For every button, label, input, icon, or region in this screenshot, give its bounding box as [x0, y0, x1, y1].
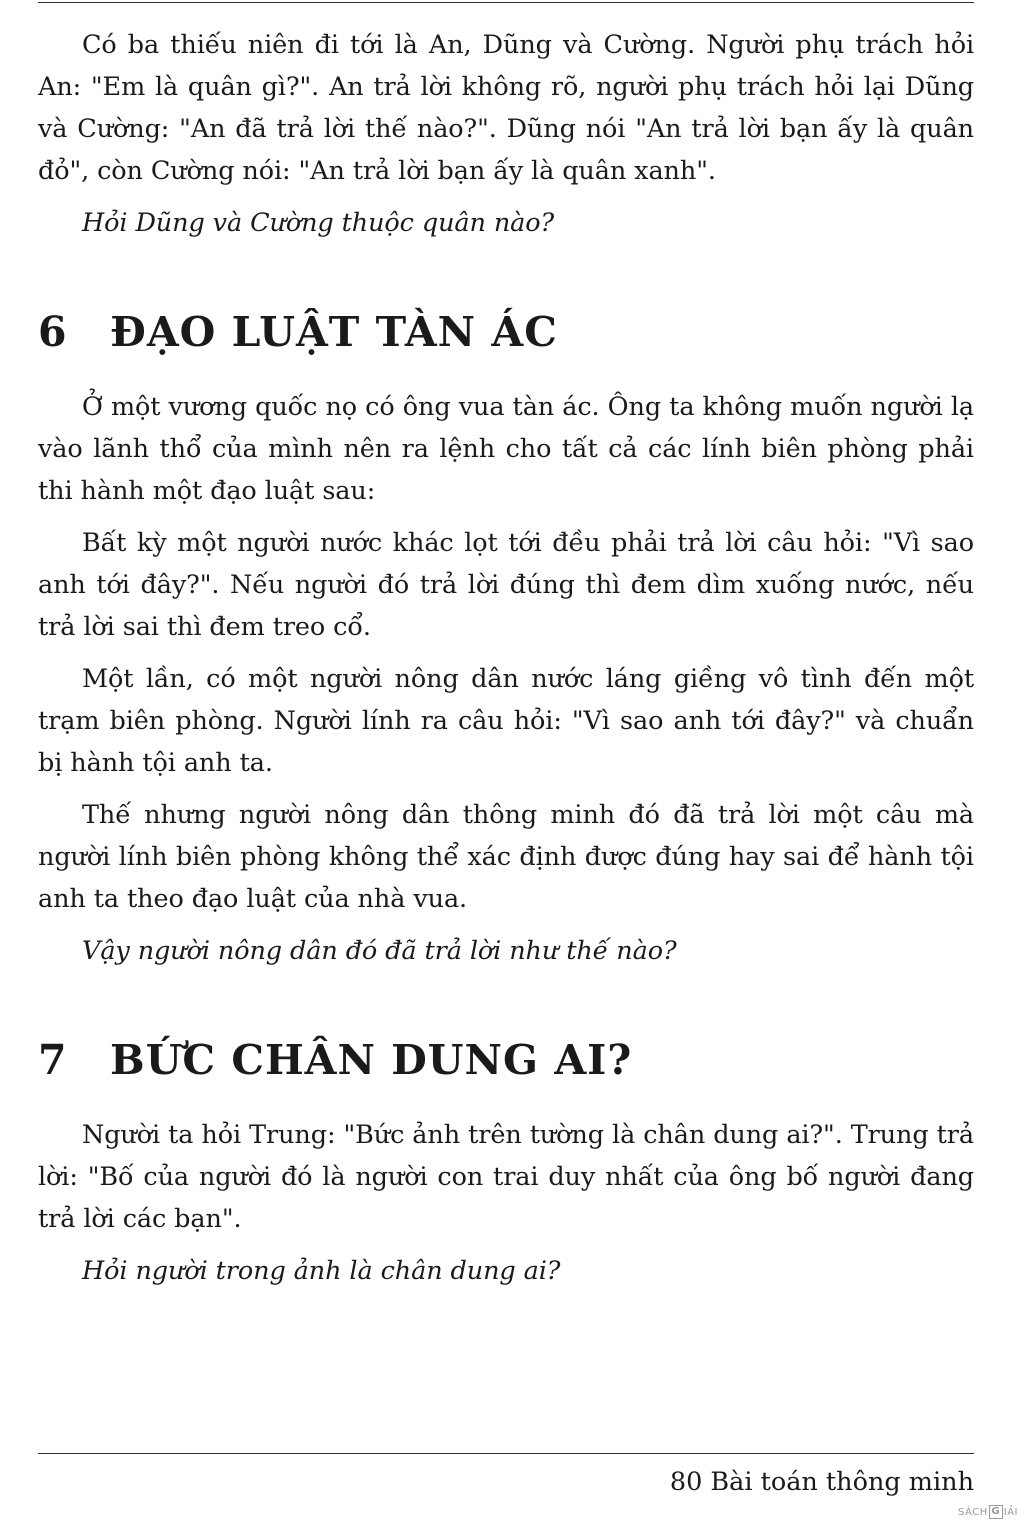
- section-6-paragraph-4: Thế nhưng người nông dân thông minh đó đã trả lời một câu mà người lính biên phòng không thể xác định được đúng hay sai để hành tội anh ta theo đạo luật của nhà vua.: [38, 800, 974, 914]
- watermark-box-icon: G: [989, 1505, 1003, 1519]
- page-content: [38, 24, 974, 1302]
- section-6-paragraph-1: Ở một vương quốc nọ có ông vua tàn ác. Ông ta không muốn người lạ vào lãnh thổ của mình nên ra lệnh cho tất cả các lính biên phòng phải thi hành một đạo luật sau:: [38, 392, 974, 506]
- footer-book-title: 80 Bài toán thông minh: [669, 1467, 974, 1497]
- section-6-heading: [38, 304, 974, 360]
- section-7-number: 7: [38, 1036, 68, 1084]
- section-7-heading: [38, 1032, 974, 1088]
- watermark-prefix: SÁCH: [958, 1506, 988, 1518]
- section-7-question: Hỏi người trong ảnh là chân dung ai?: [82, 1256, 561, 1286]
- watermark-suffix: IẢI: [1003, 1506, 1018, 1518]
- bottom-rule: [38, 1453, 974, 1454]
- section-7-title: BỨC CHÂN DUNG AI?: [110, 1036, 633, 1084]
- section-6-title: ĐẠO LUẬT TÀN ÁC: [110, 308, 558, 356]
- section-6-number: 6: [38, 308, 68, 356]
- intro-question: Hỏi Dũng và Cường thuộc quân nào?: [82, 208, 555, 238]
- section-6-paragraph-2: Bất kỳ một người nước khác lọt tới đều phải trả lời câu hỏi: "Vì sao anh tới đây?". Nếu người đó trả lời đúng thì đem dìm xuống nước, nếu trả lời sai thì đem treo cổ.: [38, 528, 974, 642]
- section-6-question: Vậy người nông dân đó đã trả lời như thế nào?: [82, 936, 677, 966]
- top-rule: [38, 2, 974, 3]
- section-7-paragraph-1: Người ta hỏi Trung: "Bức ảnh trên tường là chân dung ai?". Trung trả lời: "Bố của người đó là người con trai duy nhất của ông bố người đang trả lời các bạn".: [38, 1120, 974, 1234]
- watermark-logo: [958, 1505, 1018, 1519]
- intro-paragraph: Có ba thiếu niên đi tới là An, Dũng và Cường. Người phụ trách hỏi An: "Em là quân gì?". An trả lời không rõ, người phụ trách hỏi lại Dũng và Cường: "An đã trả lời thế nào?". Dũng nói "An trả lời bạn ấy là quân đỏ", còn Cường nói: "An trả lời bạn ấy là quân xanh".: [38, 30, 974, 186]
- section-6-paragraph-3: Một lần, có một người nông dân nước láng giềng vô tình đến một trạm biên phòng. Người lính ra câu hỏi: "Vì sao anh tới đây?" và chuẩn bị hành tội anh ta.: [38, 664, 974, 778]
